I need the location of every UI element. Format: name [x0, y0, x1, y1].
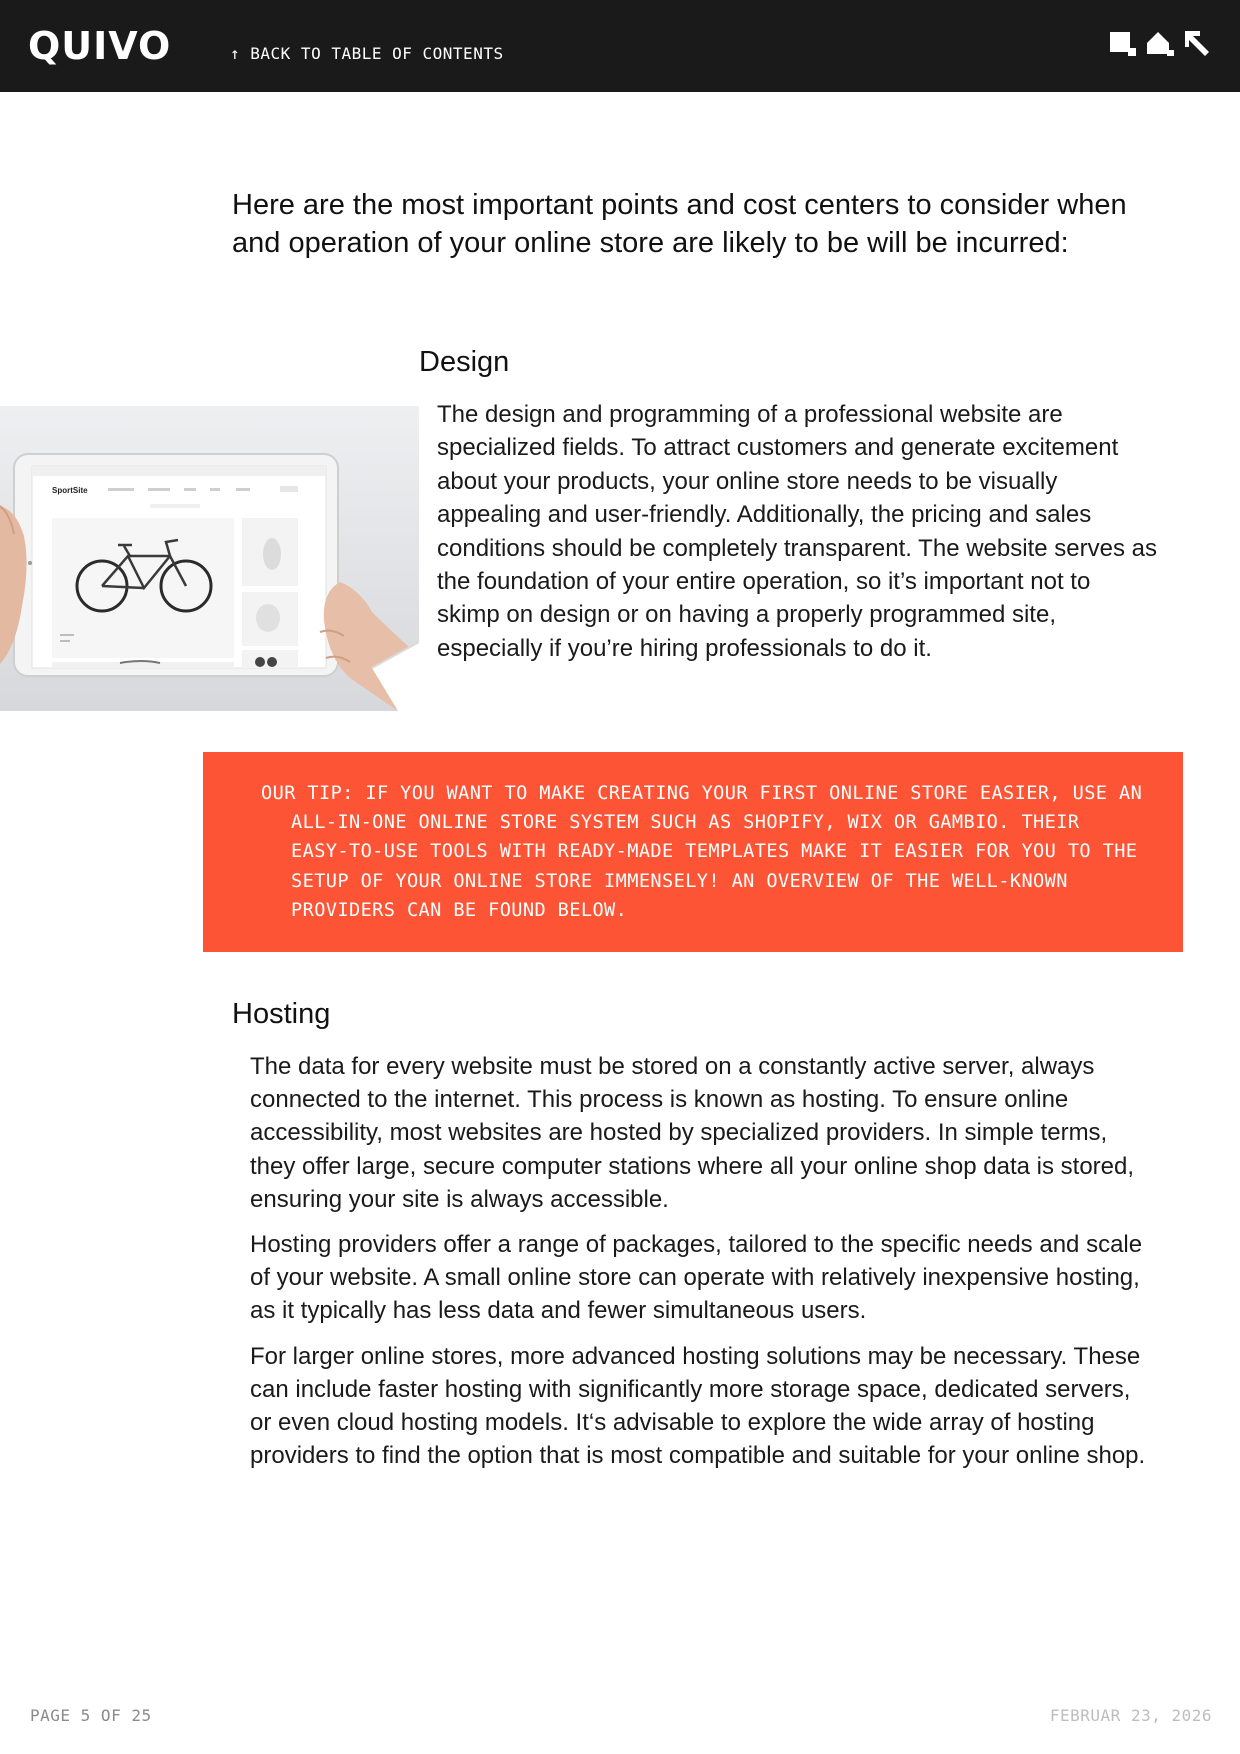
quivo-logo[interactable]: QUIVO [28, 24, 172, 68]
hosting-heading: Hosting [232, 998, 331, 1030]
hosting-paragraph: For larger online stores, more advanced hosting solutions may be necessary. These can include faster hosting with significantly more storage space, dedicated servers, or even cloud hosting models. It‘s advisable to explore the wide array of hosting providers to find the option that is most compatible and suitable for your online shop. [250, 1342, 1146, 1470]
top-bar [0, 0, 1240, 92]
back-to-toc-link[interactable]: ↑ BACK TO TABLE OF CONTENTS [230, 44, 504, 63]
nav-icons [1108, 28, 1218, 64]
tip-text: OUR TIP: IF YOU WANT TO MAKE CREATING YOUR FIRST ONLINE STORE EASIER, USE AN ALL-IN-ONE ONLINE STORE SYSTEM SUCH AS SHOPIFY, WIX OR GAMBIO. THEIR EASY-TO-USE TOOLS WITH READY-MADE TEMPLATES MAKE IT EASIER FOR YOU TO THE SETUP OF YOUR ONLINE STORE IMMENSELY! AN OVERVIEW OF THE WELL-KNOWN PROVIDERS CAN BE FOUND BELOW. [261, 783, 1143, 921]
hosting-paragraph: Hosting providers offer a range of packages, tailored to the specific needs and scale of your website. A small online store can operate with relatively inexpensive hosting, as it typically has less data and fewer simultaneous users. [250, 1231, 1143, 1325]
sportsite-label: SportSite [52, 486, 88, 495]
design-heading: Design [419, 346, 510, 378]
design-paragraph: The design and programming of a professional website are specialized fields. To attract customers and generate excitement about your products, your online store needs to be visually appealing and user-friendly. Additionally, the pricing and sales conditions should be completely transparent. The website serves as the foundation of your entire operation, so it’s important not to skimp on design or on having a properly programmed site, especially if you’re hiring professionals to do it. [437, 401, 1157, 662]
stop-icon[interactable] [1108, 28, 1140, 60]
tip-box [203, 752, 1183, 952]
hosting-section [250, 1050, 1150, 1484]
intro-heading: Here are the most important points and cost centers to consider when and operation of your online store are likely to be will be incurred: [232, 189, 1127, 259]
footer-date: FEBRUAR 23, 2026 [1049, 1706, 1212, 1725]
home-icon[interactable] [1144, 28, 1176, 60]
page-number: PAGE 5 OF 25 [30, 1706, 152, 1725]
hosting-paragraph: The data for every website must be stored on a constantly active server, always connected to the internet. This process is known as hosting. To ensure online accessibility, most websites are hosted by specialized providers. In simple terms, they offer large, secure computer stations where all your online shop data is stored, ensuring your site is always accessible. [250, 1053, 1135, 1213]
arrow-up-left-icon[interactable] [1182, 28, 1214, 60]
tablet-photo [0, 406, 419, 711]
